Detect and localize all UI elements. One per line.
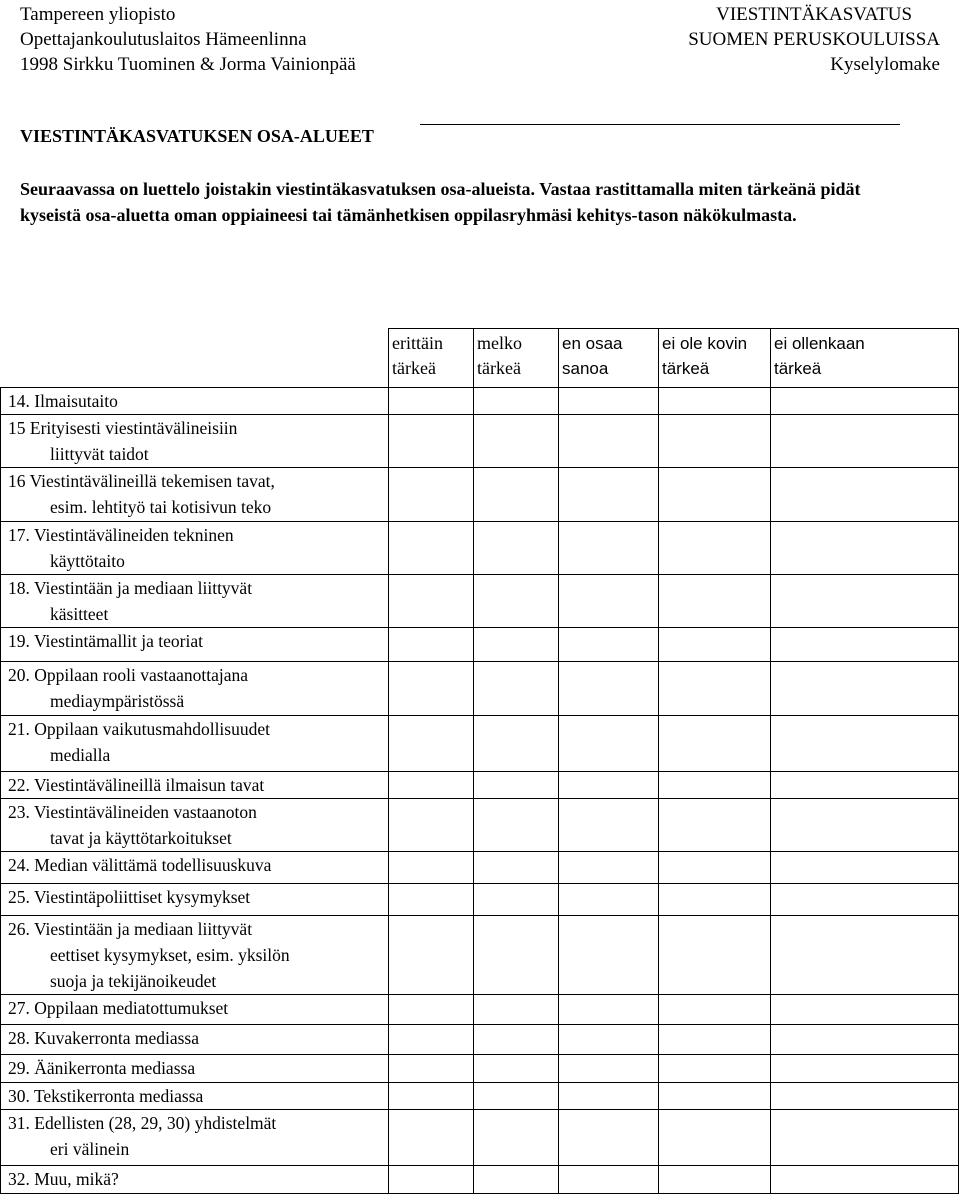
question-text: Viestintämallit ja teoriat — [33, 631, 203, 651]
answer-checkbox-cell[interactable] — [389, 522, 474, 575]
table-row — [1, 388, 959, 415]
answer-checkbox-cell[interactable] — [771, 1025, 959, 1055]
answer-checkbox-cell[interactable] — [771, 716, 959, 772]
question-number: 24. — [8, 855, 30, 875]
table-row — [1, 662, 959, 716]
answer-checkbox-cell[interactable] — [559, 884, 659, 916]
table-row — [1, 1166, 959, 1194]
table-row — [1, 1110, 959, 1166]
answer-checkbox-cell[interactable] — [389, 1110, 474, 1166]
answer-checkbox-cell[interactable] — [559, 1083, 659, 1110]
column-header-not-very-important: ei ole kovin tärkeä — [659, 329, 771, 388]
question-text: Ilmaisutaito — [34, 391, 118, 411]
answer-checkbox-cell[interactable] — [474, 522, 559, 575]
question-label — [1, 415, 389, 468]
answer-checkbox-cell[interactable] — [771, 852, 959, 884]
question-text-continued: mediaympäristössä — [50, 691, 185, 711]
answer-checkbox-cell[interactable] — [474, 772, 559, 799]
question-label — [1, 1166, 389, 1194]
answer-checkbox-cell[interactable] — [559, 1166, 659, 1194]
question-label — [1, 628, 389, 662]
answer-checkbox-cell[interactable] — [559, 772, 659, 799]
question-text-continued: suoja ja tekijänoikeudet — [50, 971, 217, 991]
answer-checkbox-cell[interactable] — [474, 995, 559, 1025]
answer-checkbox-cell[interactable] — [474, 415, 559, 468]
answer-checkbox-cell[interactable] — [659, 799, 771, 852]
table-row — [1, 852, 959, 884]
answer-checkbox-cell[interactable] — [389, 662, 474, 716]
question-label — [1, 575, 389, 628]
answer-checkbox-cell[interactable] — [771, 1166, 959, 1194]
question-number: 28. — [8, 1028, 30, 1048]
question-label — [1, 1110, 389, 1166]
question-number: 27. — [8, 998, 30, 1018]
question-label — [1, 995, 389, 1025]
question-text-continued: eettiset kysymykset, esim. yksilön — [50, 945, 290, 965]
answer-checkbox-cell[interactable] — [659, 662, 771, 716]
question-label — [1, 388, 389, 415]
answer-checkbox-cell[interactable] — [474, 1025, 559, 1055]
answer-checkbox-cell[interactable] — [559, 1025, 659, 1055]
question-text-continued: esim. lehtityö tai kotisivun teko — [50, 497, 272, 517]
section-title: VIESTINTÄKASVATUKSEN OSA-ALUEET — [20, 126, 374, 146]
table-row — [1, 1083, 959, 1110]
table-row — [1, 1025, 959, 1055]
column-header-not-at-all-important: ei ollenkaan tärkeä — [771, 329, 959, 388]
answer-checkbox-cell[interactable] — [659, 884, 771, 916]
answer-checkbox-cell[interactable] — [659, 415, 771, 468]
question-label — [1, 468, 389, 522]
answer-checkbox-cell[interactable] — [771, 415, 959, 468]
table-row — [1, 522, 959, 575]
question-text-continued: medialla — [50, 745, 111, 765]
answer-checkbox-cell[interactable] — [659, 468, 771, 522]
question-number: 25. — [8, 887, 30, 907]
answer-checkbox-cell[interactable] — [389, 415, 474, 468]
answer-checkbox-cell[interactable] — [389, 1025, 474, 1055]
question-number: 32. — [8, 1169, 30, 1189]
answer-checkbox-cell[interactable] — [659, 852, 771, 884]
question-number: 18. — [8, 578, 30, 598]
question-number: 16 — [8, 471, 26, 491]
question-text-continued: eri välinein — [50, 1139, 130, 1159]
answer-checkbox-cell[interactable] — [559, 852, 659, 884]
answer-checkbox-cell[interactable] — [474, 628, 559, 662]
question-text: Median välittämä todellisuuskuva — [34, 855, 272, 875]
question-label — [1, 799, 389, 852]
document-type: Kyselylomake — [830, 54, 940, 75]
question-label — [1, 916, 389, 995]
answer-checkbox-cell[interactable] — [389, 716, 474, 772]
answer-checkbox-cell[interactable] — [771, 772, 959, 799]
question-text: Viestintäpoliittiset kysymykset — [33, 887, 251, 907]
answer-checkbox-cell[interactable] — [389, 388, 474, 415]
question-text: Viestintään ja mediaan liittyvät — [33, 578, 253, 598]
answer-checkbox-cell[interactable] — [474, 884, 559, 916]
answer-checkbox-cell[interactable] — [559, 522, 659, 575]
table-header-row — [1, 329, 959, 388]
table-row — [1, 995, 959, 1025]
answer-checkbox-cell[interactable] — [659, 995, 771, 1025]
question-text: Viestintävälineillä tekemisen tavat, — [29, 471, 275, 491]
question-label — [1, 1025, 389, 1055]
answer-checkbox-cell[interactable] — [474, 575, 559, 628]
question-number: 23. — [8, 802, 30, 822]
question-number: 22. — [8, 775, 30, 795]
question-number: 21. — [8, 719, 30, 739]
question-text-continued: käyttötaito — [50, 551, 125, 571]
question-text: Muu, mikä? — [34, 1169, 119, 1189]
question-label — [1, 1083, 389, 1110]
department-name: Opettajankoulutuslaitos Hämeenlinna — [20, 29, 307, 50]
answer-checkbox-cell[interactable] — [474, 716, 559, 772]
question-number: 20. — [8, 665, 30, 685]
authors: 1998 Sirkku Tuominen & Jorma Vainionpää — [20, 54, 356, 75]
question-text: Viestintään ja mediaan liittyvät — [33, 919, 253, 939]
answer-checkbox-cell[interactable] — [559, 799, 659, 852]
question-text: Kuvakerronta mediassa — [34, 1028, 199, 1048]
answer-checkbox-cell[interactable] — [389, 799, 474, 852]
answer-checkbox-cell[interactable] — [389, 575, 474, 628]
answer-checkbox-cell[interactable] — [659, 1166, 771, 1194]
answer-checkbox-cell[interactable] — [659, 772, 771, 799]
answer-checkbox-cell[interactable] — [559, 1055, 659, 1083]
answer-checkbox-cell[interactable] — [389, 628, 474, 662]
question-number: 14. — [8, 391, 30, 411]
question-text: Tekstikerronta mediassa — [33, 1086, 204, 1106]
question-label — [1, 852, 389, 884]
answer-checkbox-cell[interactable] — [474, 662, 559, 716]
answer-checkbox-cell[interactable] — [559, 916, 659, 995]
column-header-very-important: erittäin tärkeä — [389, 329, 474, 388]
answer-checkbox-cell[interactable] — [474, 1166, 559, 1194]
question-number: 19. — [8, 631, 30, 651]
answer-checkbox-cell[interactable] — [771, 799, 959, 852]
answer-checkbox-cell[interactable] — [559, 995, 659, 1025]
table-row — [1, 1055, 959, 1083]
document-subtitle: SUOMEN PERUSKOULUISSA — [688, 29, 940, 50]
answer-checkbox-cell[interactable] — [389, 1083, 474, 1110]
question-number: 29. — [8, 1058, 30, 1078]
answer-checkbox-cell[interactable] — [559, 662, 659, 716]
column-header-fairly-important: melko tärkeä — [474, 329, 559, 388]
answer-checkbox-cell[interactable] — [474, 916, 559, 995]
answer-checkbox-cell[interactable] — [474, 799, 559, 852]
university-name: Tampereen yliopisto — [20, 4, 176, 25]
table-row — [1, 884, 959, 916]
answer-checkbox-cell[interactable] — [771, 995, 959, 1025]
table-row — [1, 468, 959, 522]
table-row — [1, 799, 959, 852]
answer-checkbox-cell[interactable] — [659, 916, 771, 995]
document-title: VIESTINTÄKASVATUS — [716, 4, 913, 25]
answer-checkbox-cell[interactable] — [659, 1083, 771, 1110]
question-text: Viestintävälineiden tekninen — [33, 525, 234, 545]
table-row — [1, 415, 959, 468]
question-text-continued: liittyvät taidot — [50, 444, 149, 464]
answer-checkbox-cell[interactable] — [659, 1025, 771, 1055]
question-number: 17. — [8, 525, 30, 545]
answer-checkbox-cell[interactable] — [771, 522, 959, 575]
question-number: 30. — [8, 1086, 30, 1106]
answer-checkbox-cell[interactable] — [559, 468, 659, 522]
question-label — [1, 772, 389, 799]
answer-checkbox-cell[interactable] — [389, 884, 474, 916]
table-row — [1, 772, 959, 799]
column-header-dont-know: en osaa sanoa — [559, 329, 659, 388]
question-label — [1, 522, 389, 575]
question-text: Oppilaan mediatottumukset — [34, 998, 229, 1018]
answer-checkbox-cell[interactable] — [389, 995, 474, 1025]
question-text-continued: tavat ja käyttötarkoitukset — [50, 828, 232, 848]
answer-checkbox-cell[interactable] — [659, 388, 771, 415]
question-text: Oppilaan vaikutusmahdollisuudet — [34, 719, 270, 739]
answer-checkbox-cell[interactable] — [659, 628, 771, 662]
answer-checkbox-cell[interactable] — [771, 575, 959, 628]
answer-checkbox-cell[interactable] — [559, 575, 659, 628]
header-divider — [420, 124, 900, 125]
answer-checkbox-cell[interactable] — [474, 468, 559, 522]
answer-checkbox-cell[interactable] — [559, 628, 659, 662]
question-label — [1, 662, 389, 716]
answer-checkbox-cell[interactable] — [659, 1055, 771, 1083]
instructions: Seuraavassa on luettelo joistakin viestintäkasvatuksen osa-alueista. Vastaa rastittamalla miten tärkeänä pidät kyseistä osa-aluetta oman oppiaineesi tai tämänhetkisen oppilasryhmäsi kehitys-tason näkökulmasta. — [20, 179, 861, 225]
header-institution — [20, 2, 356, 77]
question-text: Viestintävälineiden vastaanoton — [33, 802, 257, 822]
answer-checkbox-cell[interactable] — [771, 1055, 959, 1083]
answer-checkbox-cell[interactable] — [771, 628, 959, 662]
header-document — [688, 2, 940, 77]
question-text: Äänikerronta mediassa — [34, 1058, 196, 1078]
answer-checkbox-cell[interactable] — [559, 1110, 659, 1166]
answer-checkbox-cell[interactable] — [559, 716, 659, 772]
answer-checkbox-cell[interactable] — [474, 1083, 559, 1110]
question-text: Oppilaan rooli vastaanottajana — [34, 665, 249, 685]
answer-checkbox-cell[interactable] — [659, 716, 771, 772]
answer-checkbox-cell[interactable] — [474, 1055, 559, 1083]
answer-checkbox-cell[interactable] — [389, 1055, 474, 1083]
answer-checkbox-cell[interactable] — [389, 772, 474, 799]
answer-checkbox-cell[interactable] — [771, 884, 959, 916]
question-text: Erityisesti viestintävälineisiin — [29, 418, 238, 438]
answer-checkbox-cell[interactable] — [771, 916, 959, 995]
answer-checkbox-cell[interactable] — [474, 1110, 559, 1166]
answer-checkbox-cell[interactable] — [771, 388, 959, 415]
answer-checkbox-cell[interactable] — [771, 468, 959, 522]
answer-checkbox-cell[interactable] — [771, 1083, 959, 1110]
table-row — [1, 628, 959, 662]
answer-checkbox-cell[interactable] — [389, 916, 474, 995]
question-text: Viestintävälineillä ilmaisun tavat — [33, 775, 265, 795]
table-row — [1, 916, 959, 995]
answer-checkbox-cell[interactable] — [389, 1166, 474, 1194]
answer-checkbox-cell[interactable] — [559, 388, 659, 415]
question-label — [1, 716, 389, 772]
answer-checkbox-cell[interactable] — [659, 575, 771, 628]
table-row — [1, 575, 959, 628]
question-label — [1, 1055, 389, 1083]
question-text-continued: käsitteet — [50, 604, 109, 624]
answer-checkbox-cell[interactable] — [474, 388, 559, 415]
answer-checkbox-cell[interactable] — [771, 662, 959, 716]
header-spacer — [1, 329, 389, 388]
question-number: 15 — [8, 418, 26, 438]
answer-checkbox-cell[interactable] — [389, 852, 474, 884]
answer-checkbox-cell[interactable] — [389, 468, 474, 522]
answer-checkbox-cell[interactable] — [659, 1110, 771, 1166]
question-text: Edellisten (28, 29, 30) yhdistelmät — [34, 1113, 277, 1133]
answer-checkbox-cell[interactable] — [771, 1110, 959, 1166]
answer-checkbox-cell[interactable] — [559, 415, 659, 468]
survey-table — [0, 328, 959, 1194]
answer-checkbox-cell[interactable] — [659, 522, 771, 575]
question-number: 31. — [8, 1113, 30, 1133]
table-row — [1, 716, 959, 772]
question-label — [1, 884, 389, 916]
question-number: 26. — [8, 919, 30, 939]
answer-checkbox-cell[interactable] — [474, 852, 559, 884]
